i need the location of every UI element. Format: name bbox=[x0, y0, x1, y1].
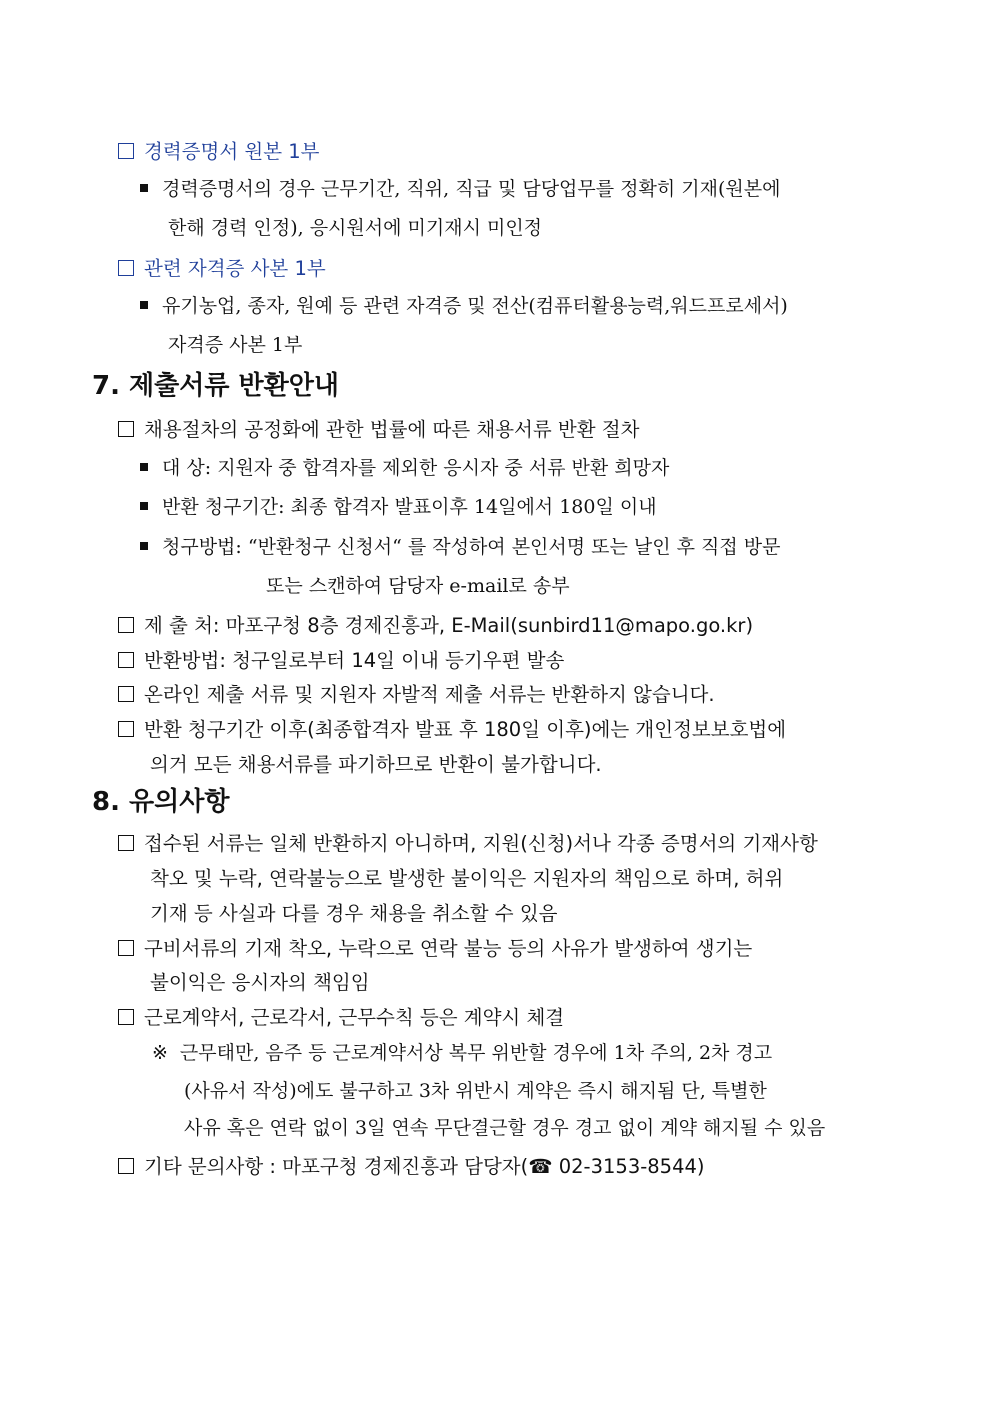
return-method: 반환방법: 청구일로부터 14일 이내 등기우편 발송 bbox=[118, 649, 564, 672]
remark-line2: (사유서 작성)에도 불구하고 3차 위반시 계약은 즉시 해지됨 단, 특별한 bbox=[184, 1080, 767, 1102]
note2-line1: 구비서류의 기재 착오, 누락으로 연락 불능 등의 사유가 발생하여 생기는 bbox=[118, 937, 752, 960]
dispose-notice-line1: 반환 청구기간 이후(최종합격자 발표 후 180일 이후)에는 개인정보보호법에 bbox=[118, 718, 786, 741]
license-copy-detail-line2: 자격증 사본 1부 bbox=[168, 334, 303, 356]
contact-info: 기타 문의사항 : 마포구청 경제진흥과 담당자(☎ 02-3153-8544) bbox=[118, 1155, 705, 1178]
return-target: 대 상: 지원자 중 합격자를 제외한 응시자 중 서류 반환 희망자 bbox=[140, 457, 669, 480]
phone-icon: ☎ bbox=[528, 1155, 553, 1178]
bullet-icon bbox=[140, 184, 148, 192]
checkbox-square-icon bbox=[118, 835, 134, 851]
note1-line2: 착오 및 누락, 연락불능으로 발생한 불이익은 지원자의 책임으로 하며, 허위 bbox=[150, 867, 784, 890]
required-doc-license-copy: 관련 자격증 사본 1부 bbox=[118, 257, 326, 280]
dispose-notice-line2: 의거 모든 채용서류를 파기하므로 반환이 불가합니다. bbox=[150, 753, 602, 776]
return-method-line1: 청구방법: “반환청구 신청서“ 를 작성하여 본인서명 또는 날인 후 직접 방문 bbox=[140, 536, 781, 559]
submit-to: 제 출 처: 마포구청 8층 경제진흥과, E-Mail(sunbird11@mapo.go.kr) bbox=[118, 614, 753, 637]
checkbox-square-icon bbox=[118, 1158, 134, 1174]
note1-line3: 기재 등 사실과 다를 경우 채용을 취소할 수 있음 bbox=[150, 902, 558, 925]
checkbox-square-icon bbox=[118, 686, 134, 702]
license-copy-detail-line1: 유기농업, 종자, 원예 등 관련 자격증 및 전산(컴퓨터활용능력,워드프로세서) bbox=[140, 295, 896, 318]
section-7-title: 7. 제출서류 반환안내 bbox=[92, 371, 339, 401]
note3: 근로계약서, 근로각서, 근무수칙 등은 계약시 체결 bbox=[118, 1006, 564, 1029]
reference-mark-icon: ※ bbox=[152, 1042, 168, 1064]
career-certificate-detail-line2: 한해 경력 인정), 응시원서에 미기재시 미인정 bbox=[168, 217, 543, 239]
bullet-icon bbox=[140, 542, 148, 550]
note2-line2: 불이익은 응시자의 책임임 bbox=[150, 971, 370, 994]
checkbox-square-icon bbox=[118, 617, 134, 633]
online-notice: 온라인 제출 서류 및 지원자 자발적 제출 서류는 반환하지 않습니다. bbox=[118, 683, 715, 706]
career-certificate-detail-line1: 경력증명서의 경우 근무기간, 직위, 직급 및 담당업무를 정확히 기재(원본에 bbox=[140, 178, 896, 201]
checkbox-square-icon bbox=[118, 421, 134, 437]
remark-line1: ※ 근무태만, 음주 등 근로계약서상 복무 위반할 경우에 1차 주의, 2차 경고 bbox=[152, 1042, 773, 1064]
remark-line3: 사유 혹은 연락 없이 3일 연속 무단결근할 경우 경고 없이 계약 해지될 수 있음 bbox=[184, 1117, 826, 1139]
required-doc-career-certificate: 경력증명서 원본 1부 bbox=[118, 140, 320, 163]
checkbox-square-icon bbox=[118, 143, 134, 159]
checkbox-square-icon bbox=[118, 940, 134, 956]
return-procedure-heading: 채용절차의 공정화에 관한 법률에 따른 채용서류 반환 절차 bbox=[118, 418, 639, 441]
return-method-line2: 또는 스캔하여 담당자 e-mail로 송부 bbox=[266, 575, 570, 597]
bullet-icon bbox=[140, 502, 148, 510]
return-period: 반환 청구기간: 최종 합격자 발표이후 14일에서 180일 이내 bbox=[140, 496, 657, 519]
note1-line1: 접수된 서류는 일체 반환하지 아니하며, 지원(신청)서나 각종 증명서의 기재사항 bbox=[118, 832, 818, 855]
bullet-icon bbox=[140, 301, 148, 309]
bullet-icon bbox=[140, 463, 148, 471]
checkbox-square-icon bbox=[118, 721, 134, 737]
checkbox-square-icon bbox=[118, 652, 134, 668]
checkbox-square-icon bbox=[118, 1009, 134, 1025]
section-8-title: 8. 유의사항 bbox=[92, 787, 230, 817]
checkbox-square-icon bbox=[118, 260, 134, 276]
